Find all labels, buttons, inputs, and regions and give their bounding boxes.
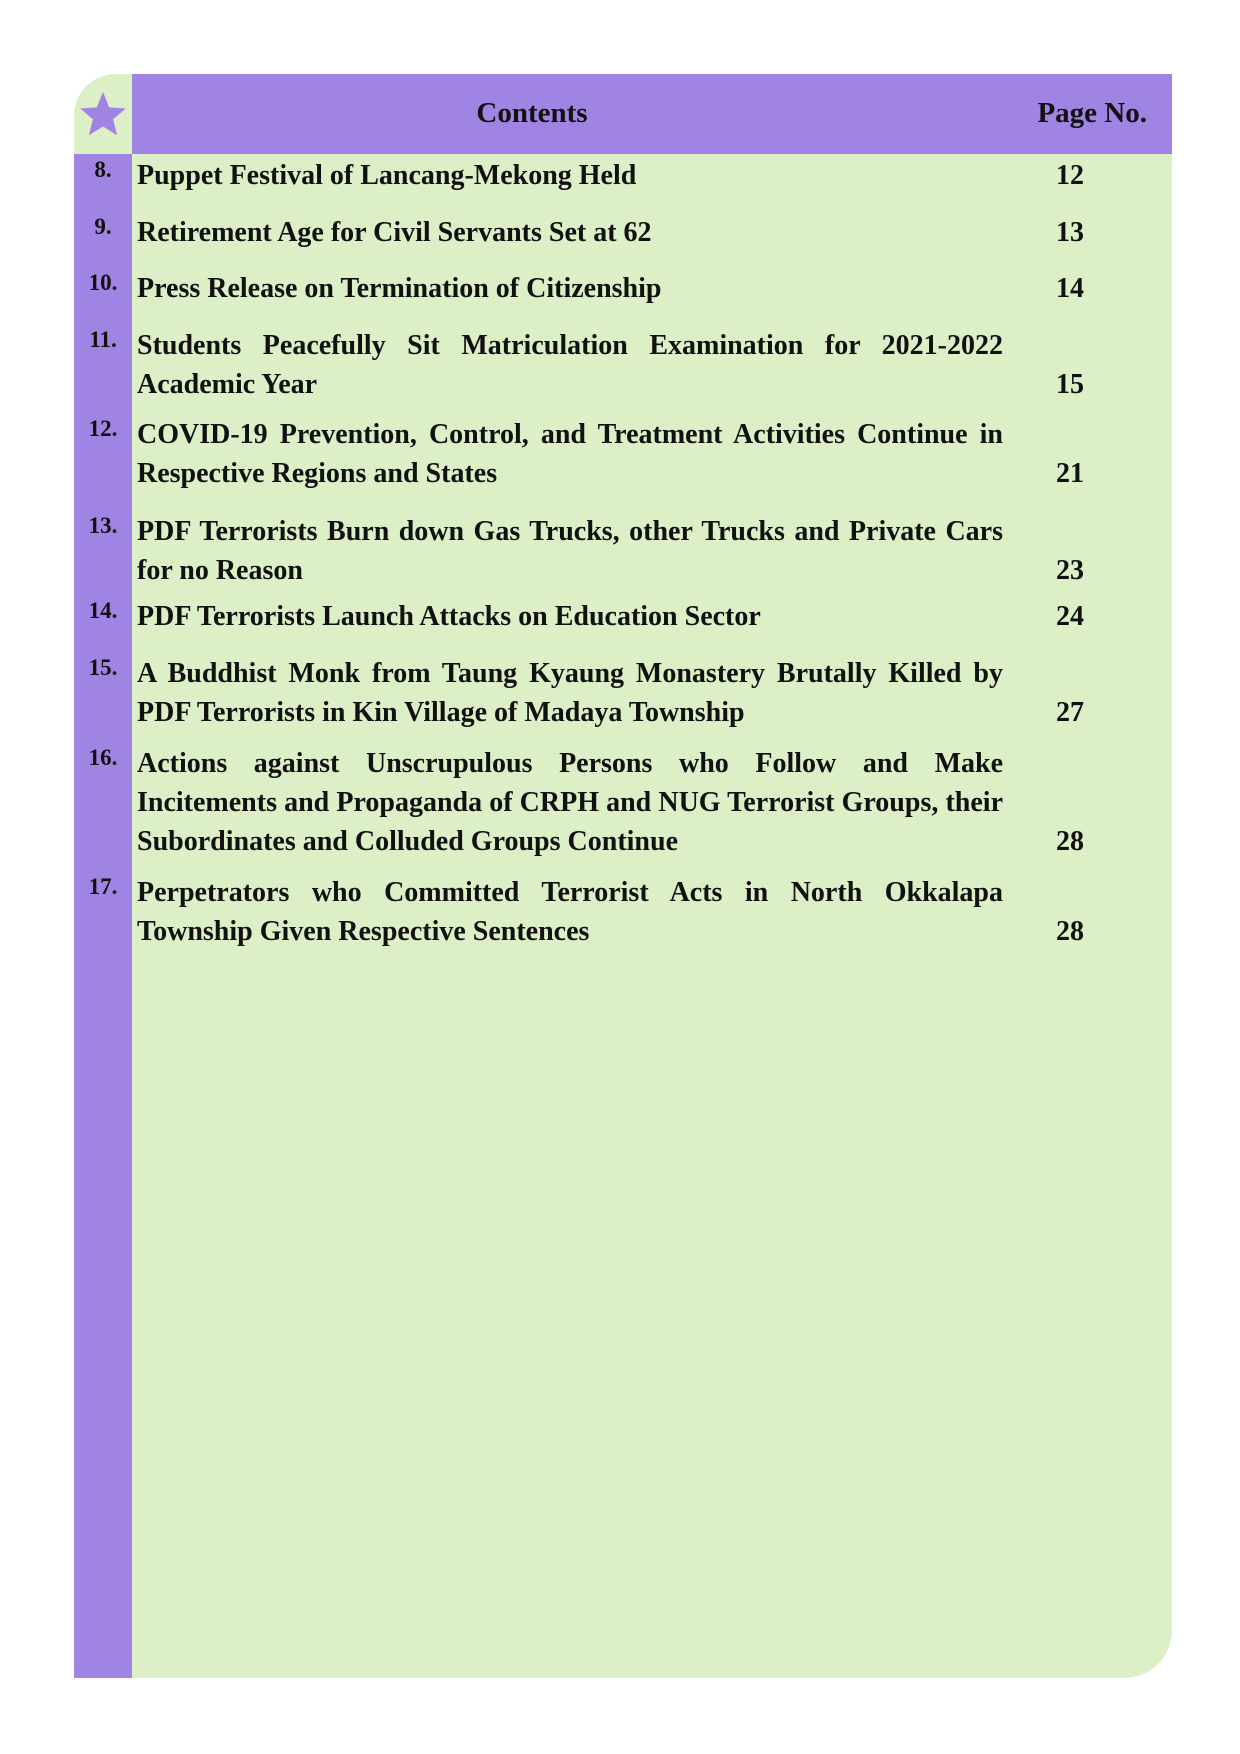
entry-title: Press Release on Termination of Citizenship	[137, 273, 662, 304]
page-number-heading: Page No.	[1037, 97, 1147, 129]
entry-number: 13.	[88, 513, 118, 538]
entry-title: COVID-19 Prevention, Control, and Treatment Activities Continue in Respective Regions and States	[137, 419, 1003, 489]
entry-number: 15.	[88, 655, 118, 680]
entry-page: 21	[1056, 458, 1084, 489]
entry-page: 24	[1056, 601, 1084, 632]
entry-title: A Buddhist Monk from Taung Kyaung Monastery Brutally Killed by PDF Terrorists in Kin Village of Madaya Township	[137, 658, 1003, 728]
entry-page: 13	[1056, 217, 1084, 248]
entry-page: 28	[1056, 916, 1084, 947]
entry-page: 12	[1056, 160, 1084, 191]
entry-page: 14	[1056, 273, 1084, 304]
entry-number: 14.	[88, 598, 118, 623]
entry-page: 23	[1056, 555, 1084, 586]
left-accent-strip	[74, 154, 132, 1678]
entry-number: 17.	[88, 874, 118, 899]
entry-page: 15	[1056, 369, 1084, 400]
contents-title: Contents	[476, 97, 588, 129]
entry-page: 27	[1056, 697, 1084, 728]
entry-title: Perpetrators who Committed Terrorist Acts in North Okkalapa Township Given Respective Sentences	[137, 877, 1003, 947]
entry-title: Puppet Festival of Lancang-Mekong Held	[137, 160, 637, 191]
entry-number: 12.	[88, 416, 118, 441]
header-corner	[74, 74, 132, 154]
entry-title: PDF Terrorists Launch Attacks on Education Sector	[137, 601, 761, 632]
entry-title: PDF Terrorists Burn down Gas Trucks, other Trucks and Private Cars for no Reason	[137, 516, 1003, 586]
entry-number: 10.	[88, 270, 118, 295]
entry-page: 28	[1056, 826, 1084, 857]
contents-panel	[74, 74, 1172, 1678]
entry-number: 8.	[94, 157, 112, 182]
entry-title: Students Peacefully Sit Matriculation Examination for 2021-2022 Academic Year	[137, 330, 1003, 400]
entry-number: 11.	[89, 327, 117, 352]
entry-title: Actions against Unscrupulous Persons who Follow and Make Incitements and Propaganda of CRPH and NUG Terrorist Groups, their Subordinates and Colluded Groups Continue	[137, 748, 1003, 857]
entry-number: 9.	[94, 214, 112, 239]
star-icon	[79, 90, 127, 138]
entry-title: Retirement Age for Civil Servants Set at 62	[137, 217, 652, 248]
contents-header	[132, 74, 1172, 154]
entry-number: 16.	[88, 745, 118, 770]
